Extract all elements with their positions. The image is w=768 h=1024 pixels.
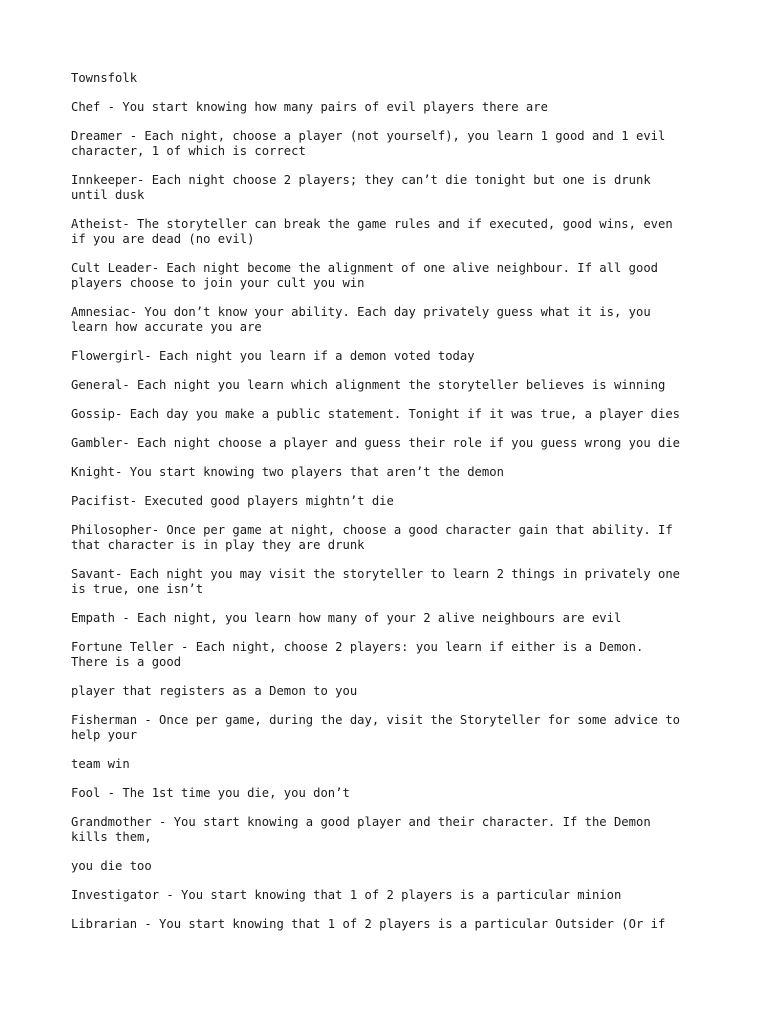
entry-paragraph: Cult Leader- Each night become the alignment of one alive neighbour. If all good players choose to join your cult you win	[71, 261, 658, 290]
entry-paragraph: Amnesiac- You don’t know your ability. Each day privately guess what it is, you learn how accurate you are	[71, 305, 651, 334]
entries-list	[71, 100, 711, 932]
entry-paragraph: Fisherman - Once per game, during the day, visit the Storyteller for some advice to help your	[71, 713, 681, 742]
entry-paragraph: Empath - Each night, you learn how many of your 2 alive neighbours are evil	[71, 611, 622, 625]
entry-paragraph: Grandmother - You start knowing a good player and their character. If the Demon kills them,	[71, 815, 651, 844]
entry-paragraph: Gambler- Each night choose a player and guess their role if you guess wrong you die	[71, 436, 681, 450]
entry-paragraph: Fortune Teller - Each night, choose 2 players: you learn if either is a Demon. There is a good	[71, 640, 644, 669]
entry-paragraph: Dreamer - Each night, choose a player (not yourself), you learn 1 good and 1 evil character, 1 of which is correct	[71, 129, 666, 158]
entry-paragraph: General- Each night you learn which alignment the storyteller believes is winning	[71, 378, 666, 392]
entry-paragraph: Pacifist- Executed good players mightn’t die	[71, 494, 394, 508]
entry-paragraph: Knight- You start knowing two players that aren’t the demon	[71, 465, 504, 479]
entry-paragraph: Investigator - You start knowing that 1 of 2 players is a particular minion	[71, 888, 622, 902]
entry-paragraph: Flowergirl- Each night you learn if a demon voted today	[71, 349, 475, 363]
entry-paragraph: Librarian - You start knowing that 1 of 2 players is a particular Outsider (Or if	[71, 917, 666, 931]
entry-paragraph: you die too	[71, 859, 152, 873]
entry-paragraph: player that registers as a Demon to you	[71, 684, 358, 698]
entry-paragraph: Fool - The 1st time you die, you don’t	[71, 786, 350, 800]
entry-paragraph: Atheist- The storyteller can break the game rules and if executed, good wins, even if you are dead (no evil)	[71, 217, 673, 246]
entry-paragraph: Gossip- Each day you make a public statement. Tonight if it was true, a player dies	[71, 407, 681, 421]
entry-paragraph: Chef - You start knowing how many pairs of evil players there are	[71, 100, 548, 114]
entry-paragraph: Innkeeper- Each night choose 2 players; they can’t die tonight but one is drunk until dusk	[71, 173, 651, 202]
document-body	[71, 71, 711, 946]
entry-paragraph: Philosopher- Once per game at night, choose a good character gain that ability. If that character is in play they are drunk	[71, 523, 673, 552]
section-heading: Townsfolk	[71, 71, 138, 85]
entry-paragraph: team win	[71, 757, 130, 771]
entry-paragraph: Savant- Each night you may visit the storyteller to learn 2 things in privately one is true, one isn’t	[71, 567, 681, 596]
